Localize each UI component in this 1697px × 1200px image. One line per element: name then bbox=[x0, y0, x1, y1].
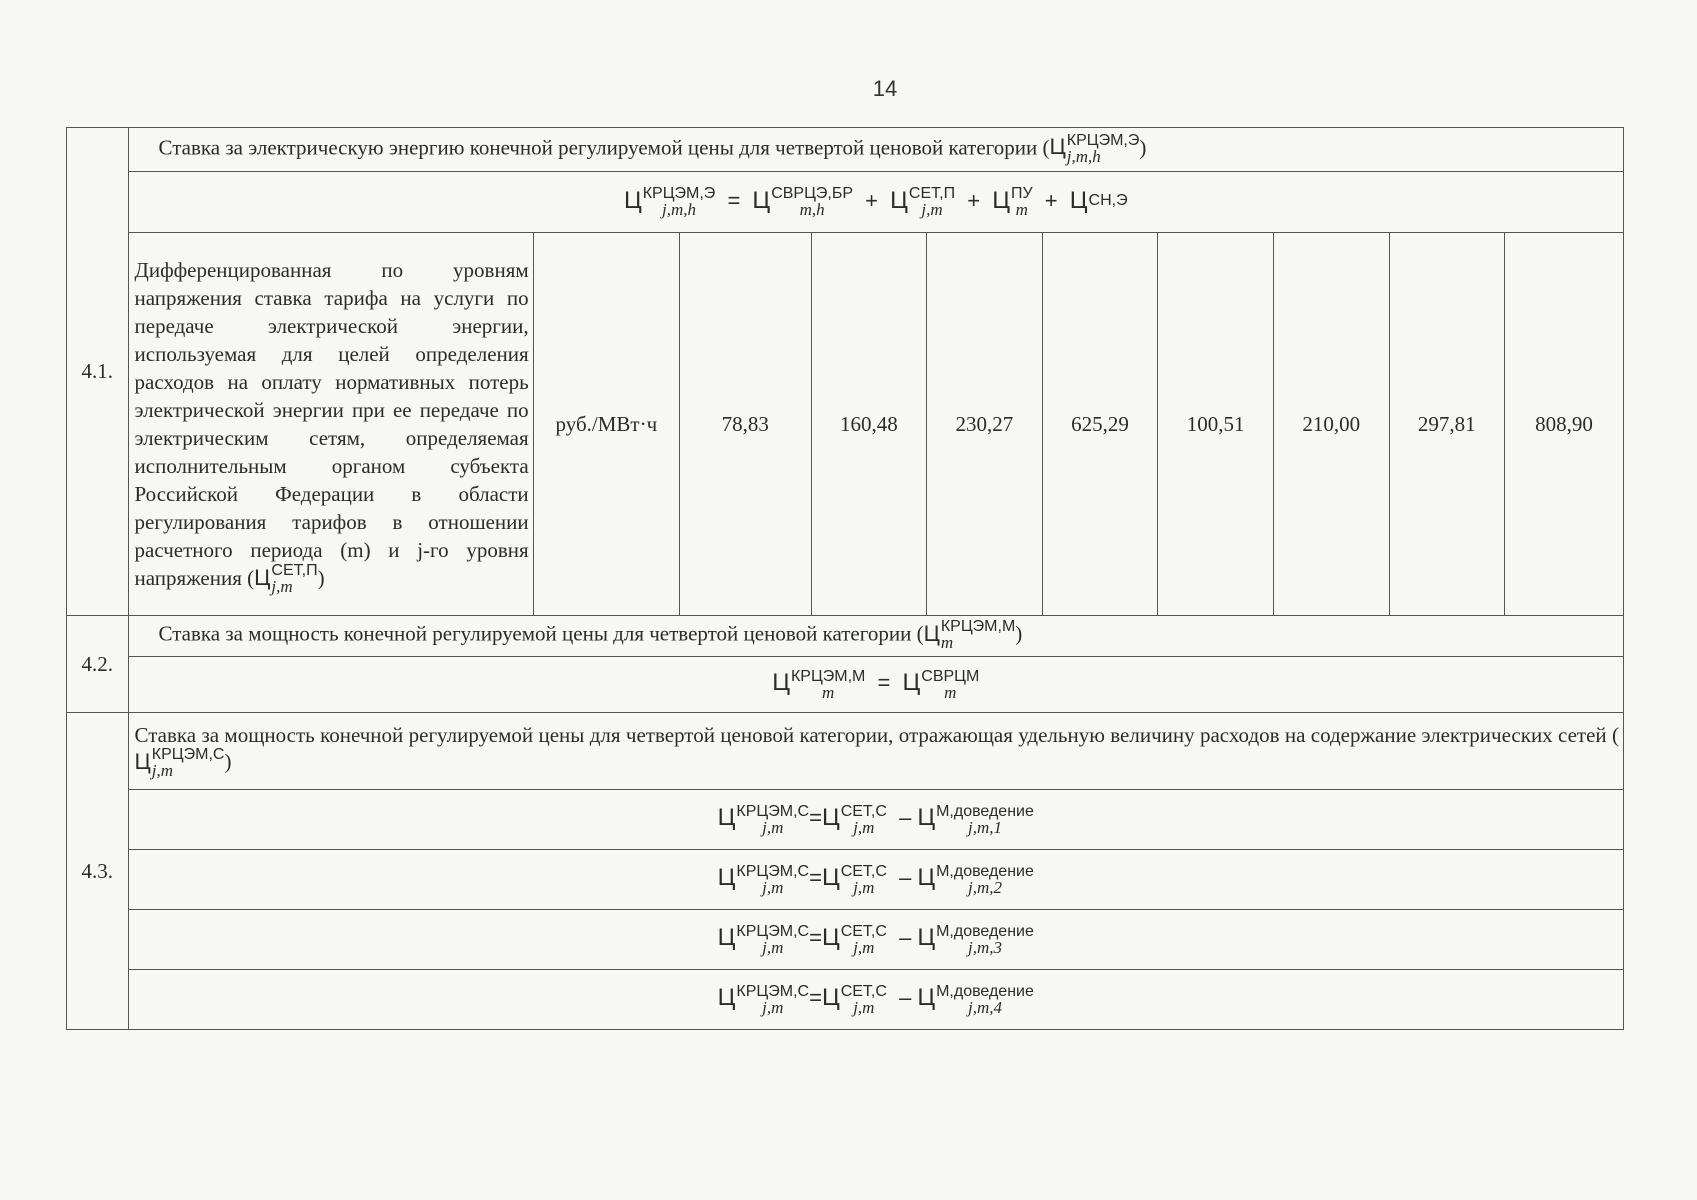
symbol-letter: Ц bbox=[821, 924, 840, 952]
symbol-letter: Ц bbox=[821, 864, 840, 892]
subscript: m bbox=[940, 633, 954, 652]
value-cell: 210,00 bbox=[1273, 233, 1389, 616]
subscript: j,m,h bbox=[662, 200, 696, 220]
subscript: j,m,h bbox=[1066, 146, 1101, 166]
subscript: m,h bbox=[799, 200, 825, 220]
script-stack bbox=[271, 562, 318, 597]
script-stack bbox=[921, 667, 980, 702]
formula-term bbox=[917, 862, 1034, 897]
formula-term bbox=[821, 802, 887, 837]
script-stack bbox=[840, 802, 887, 837]
section-number: 4.2. bbox=[67, 616, 129, 713]
formula-term bbox=[821, 922, 887, 957]
subscript: j,m bbox=[853, 937, 875, 957]
subscript: j,m bbox=[271, 577, 293, 597]
symbol-letter: Ц bbox=[917, 924, 936, 952]
formula-term bbox=[890, 185, 956, 220]
formula bbox=[128, 910, 1623, 970]
superscript: СВРЦМ bbox=[921, 667, 980, 685]
subscript: j,m,3 bbox=[967, 937, 1002, 957]
plus-sign: + bbox=[1044, 187, 1058, 213]
formula bbox=[128, 172, 1623, 233]
formula bbox=[128, 970, 1623, 1030]
symbol bbox=[254, 562, 318, 597]
subscript: j,m bbox=[762, 817, 784, 837]
superscript: СЕТ,П bbox=[908, 185, 956, 203]
superscript: КРЦЭМ,С bbox=[151, 746, 225, 763]
symbol bbox=[924, 620, 1016, 650]
superscript: КРЦЭМ,Э bbox=[642, 185, 716, 203]
symbol bbox=[135, 748, 225, 778]
script-stack bbox=[736, 922, 810, 957]
heading-end: ) bbox=[1139, 135, 1147, 160]
tariff-table bbox=[66, 127, 1624, 1030]
formula bbox=[128, 790, 1623, 850]
equals-sign: = bbox=[809, 805, 822, 831]
formula-term bbox=[821, 862, 887, 897]
formula-term bbox=[717, 922, 810, 957]
superscript: СЕТ,С bbox=[840, 802, 887, 820]
script-stack bbox=[908, 185, 956, 220]
symbol-letter: Ц bbox=[821, 984, 840, 1012]
superscript: М,доведение bbox=[936, 862, 1034, 880]
description-end: ) bbox=[317, 565, 325, 590]
symbol-letter: Ц bbox=[717, 924, 736, 952]
value-cell: 230,27 bbox=[927, 233, 1043, 616]
formula-term bbox=[623, 185, 716, 220]
symbol-letter: Ц bbox=[917, 864, 936, 892]
symbol-letter: Ц bbox=[1069, 186, 1088, 214]
heading-text: Ставка за электрическую энергию конечной регулируемой цены для четвертой ценовой категории ( bbox=[158, 135, 1050, 160]
symbol-letter: Ц bbox=[917, 804, 936, 832]
heading-end: ) bbox=[224, 749, 232, 774]
superscript: ПУ bbox=[1010, 185, 1033, 203]
plus-sign: + bbox=[865, 187, 879, 213]
symbol-letter: Ц bbox=[917, 984, 936, 1012]
superscript: КРЦЭМ,С bbox=[736, 862, 810, 880]
superscript: М,доведение bbox=[936, 802, 1034, 820]
unit-cell: руб./МВт·ч bbox=[533, 233, 679, 616]
script-stack bbox=[790, 667, 866, 702]
symbol-letter: Ц bbox=[717, 864, 736, 892]
symbol-letter: Ц bbox=[821, 804, 840, 832]
subscript: j,m bbox=[762, 937, 784, 957]
formula-term bbox=[1070, 187, 1128, 215]
script-stack bbox=[936, 982, 1034, 1017]
symbol-letter: Ц bbox=[254, 564, 271, 590]
equals-sign: = bbox=[877, 670, 891, 696]
section-number: 4.1. bbox=[67, 128, 129, 616]
symbol-letter: Ц bbox=[902, 669, 921, 697]
subscript: m bbox=[822, 682, 835, 702]
section-number: 4.3. bbox=[67, 713, 129, 1030]
equals-sign: = bbox=[809, 925, 822, 951]
heading-end: ) bbox=[1015, 621, 1023, 646]
script-stack bbox=[936, 802, 1034, 837]
superscript: СВРЦЭ,БР bbox=[771, 185, 854, 203]
formula-term bbox=[717, 982, 810, 1017]
value-cell: 78,83 bbox=[680, 233, 812, 616]
subscript: j,m bbox=[762, 997, 784, 1017]
subscript: j,m bbox=[853, 997, 875, 1017]
script-stack bbox=[1089, 194, 1128, 210]
row-description bbox=[128, 233, 533, 616]
script-stack bbox=[840, 922, 887, 957]
script-stack bbox=[840, 862, 887, 897]
script-stack bbox=[941, 620, 1015, 650]
superscript: СН,Э bbox=[1088, 192, 1128, 210]
subscript: m bbox=[1015, 200, 1028, 220]
superscript: СЕТ,С bbox=[840, 922, 887, 940]
formula-term bbox=[772, 667, 866, 702]
page-number: 14 bbox=[872, 76, 898, 101]
minus-sign: – bbox=[899, 805, 912, 831]
formula-term bbox=[752, 185, 854, 220]
symbol-letter: Ц bbox=[717, 804, 736, 832]
superscript: КРЦЭМ,С bbox=[736, 922, 810, 940]
formula-term bbox=[902, 667, 980, 702]
superscript: СЕТ,С bbox=[840, 862, 887, 880]
heading-text: Ставка за мощность конечной регулируемой цены для четвертой ценовой категории ( bbox=[158, 621, 924, 646]
symbol-letter: Ц bbox=[752, 186, 771, 214]
symbol-letter: Ц bbox=[623, 186, 642, 214]
superscript: М,доведение bbox=[936, 982, 1034, 1000]
subscript: j,m,2 bbox=[967, 877, 1002, 897]
section-heading bbox=[128, 713, 1623, 790]
heading-text: Ставка за мощность конечной регулируемой цены для четвертой ценовой категории, отражающая удельную величину расходов на содержание электрических сетей ( bbox=[134, 723, 1619, 747]
section-heading bbox=[128, 616, 1623, 657]
script-stack bbox=[642, 185, 716, 220]
subscript: j,m,4 bbox=[967, 997, 1002, 1017]
script-stack bbox=[840, 982, 887, 1017]
section-heading bbox=[128, 128, 1623, 172]
subscript: m bbox=[944, 682, 957, 702]
formula bbox=[128, 657, 1623, 713]
value-cell: 100,51 bbox=[1158, 233, 1274, 616]
script-stack bbox=[771, 185, 854, 220]
subscript: j,m bbox=[853, 817, 875, 837]
equals-sign: = bbox=[809, 865, 822, 891]
script-stack bbox=[736, 982, 810, 1017]
subscript: j,m bbox=[921, 200, 943, 220]
minus-sign: – bbox=[899, 865, 912, 891]
formula bbox=[128, 850, 1623, 910]
formula-term bbox=[917, 802, 1034, 837]
superscript: КРЦЭМ,Э bbox=[1066, 131, 1140, 149]
value-cell: 160,48 bbox=[811, 233, 927, 616]
script-stack bbox=[936, 862, 1034, 897]
subscript: j,m bbox=[151, 761, 174, 780]
minus-sign: – bbox=[899, 925, 912, 951]
minus-sign: – bbox=[899, 985, 912, 1011]
formula-term bbox=[992, 185, 1033, 220]
symbol-letter: Ц bbox=[772, 669, 790, 697]
equals-sign: = bbox=[809, 985, 822, 1011]
superscript: КРЦЭМ,С bbox=[736, 802, 810, 820]
symbol-letter: Ц bbox=[992, 186, 1010, 214]
superscript: КРЦЭМ,М bbox=[790, 667, 866, 685]
subscript: j,m bbox=[853, 877, 875, 897]
value-cell: 625,29 bbox=[1042, 233, 1158, 616]
symbol bbox=[1049, 131, 1140, 166]
symbol-letter: Ц bbox=[890, 186, 908, 214]
script-stack bbox=[1010, 185, 1033, 220]
script-stack bbox=[736, 802, 810, 837]
superscript: КРЦЭМ,М bbox=[940, 618, 1016, 635]
formula-term bbox=[717, 802, 810, 837]
formula-term bbox=[821, 982, 887, 1017]
superscript: СЕТ,С bbox=[840, 982, 887, 1000]
script-stack bbox=[1066, 131, 1140, 166]
symbol-letter: Ц bbox=[717, 984, 736, 1012]
subscript: j,m,1 bbox=[967, 817, 1002, 837]
script-stack bbox=[936, 922, 1034, 957]
superscript: СЕТ,П bbox=[271, 562, 318, 580]
description-text: Дифференцированная по уровням напряжения ставка тарифа на услуги по передаче электрической энергии, используемая для целей определения расходов на оплату нормативных потерь электрической энергии при ее передаче по электрическим сетям, определяемая исполнительным органом субъекта Российской Федерации в области регулирования тарифов в отношении расчетного периода (m) и j-го уровня напряжения ( bbox=[134, 257, 529, 590]
symbol-letter: Ц bbox=[923, 620, 940, 646]
value-cell: 808,90 bbox=[1505, 233, 1624, 616]
symbol-letter: Ц bbox=[134, 748, 151, 774]
formula-term bbox=[917, 922, 1034, 957]
superscript: М,доведение bbox=[936, 922, 1034, 940]
symbol-letter: Ц bbox=[1049, 134, 1066, 160]
script-stack bbox=[152, 748, 225, 778]
script-stack bbox=[736, 862, 810, 897]
equals-sign: = bbox=[727, 187, 741, 213]
formula-term bbox=[917, 982, 1034, 1017]
formula-term bbox=[717, 862, 810, 897]
plus-sign: + bbox=[967, 187, 981, 213]
subscript: j,m bbox=[762, 877, 784, 897]
superscript: КРЦЭМ,С bbox=[736, 982, 810, 1000]
value-cell: 297,81 bbox=[1389, 233, 1505, 616]
